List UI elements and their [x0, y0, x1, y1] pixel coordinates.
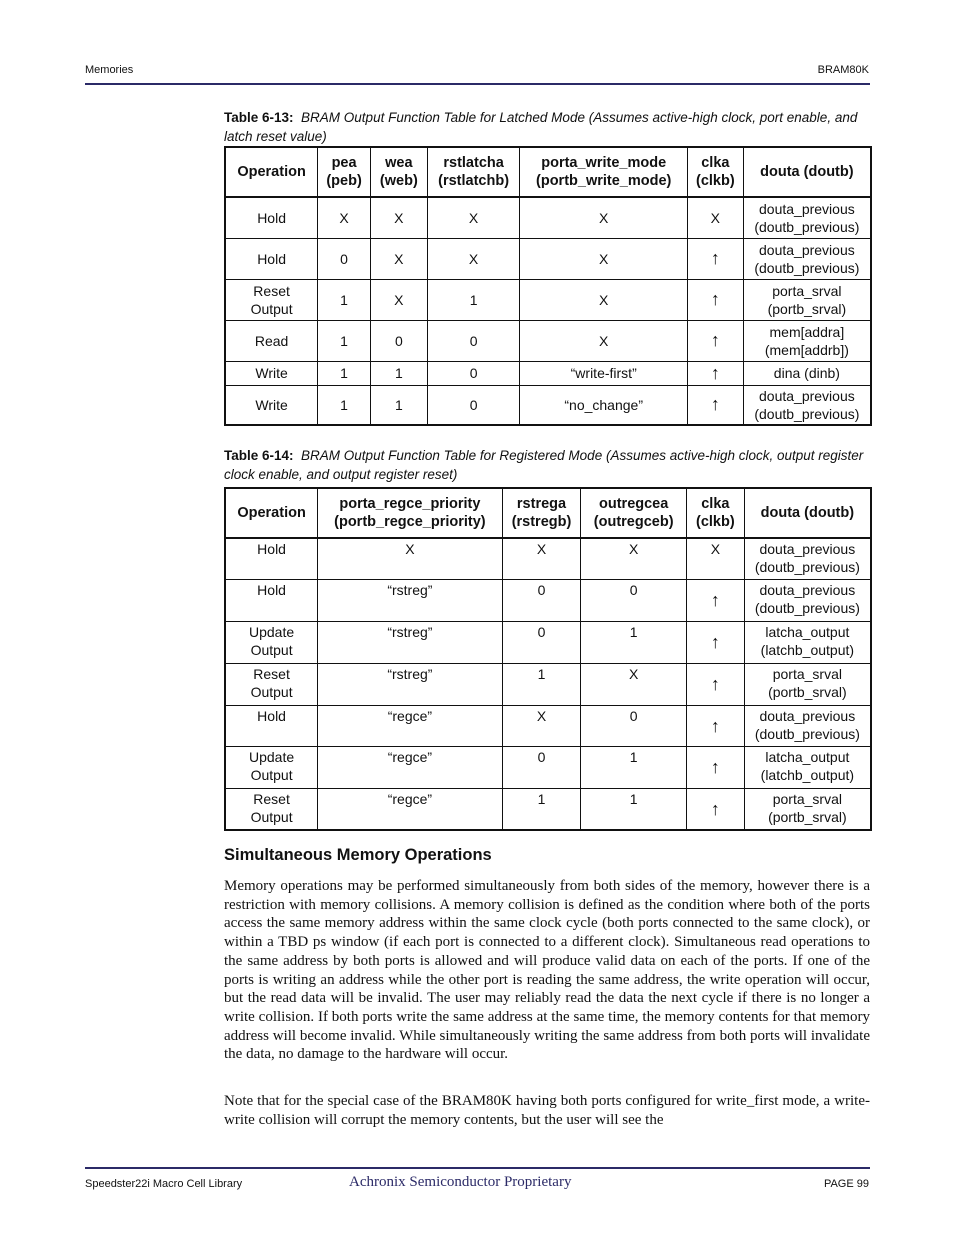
table-cell [686, 746, 744, 788]
cell-text: X [629, 665, 639, 682]
table-cell [225, 361, 318, 385]
cell-text: 0 [537, 581, 546, 598]
table-cell [225, 705, 318, 746]
column-header [225, 147, 318, 197]
column-header [687, 147, 743, 197]
cell-text: Operation [237, 505, 306, 521]
table-cell [370, 320, 427, 361]
table-cell [318, 663, 502, 705]
table-6-14-title: BRAM Output Function Table for Registered Mode (Assumes active-high clock, output register clock enable, and output register reset) [224, 448, 864, 482]
table-cell [744, 788, 871, 830]
cell-text: (peb) [326, 173, 362, 189]
table-cell [225, 663, 318, 705]
cell-text: douta_previous [759, 707, 856, 724]
header-doc-id: BRAM80K [817, 64, 869, 76]
cell-text: X [468, 250, 479, 267]
cell-text: (portb_srval) [768, 808, 847, 825]
cell-text: X [468, 209, 479, 226]
cell-text: porta_srval [772, 665, 842, 682]
table-cell [687, 279, 743, 320]
cell-text: “regce” [387, 748, 433, 765]
table-cell [581, 663, 687, 705]
cell-text: 1 [340, 396, 348, 413]
cell-text: (portb_srval) [767, 300, 847, 317]
cell-text: X [629, 541, 639, 557]
cell-text: 0 [537, 623, 546, 640]
cell-text: “rstreg” [387, 581, 433, 598]
table-cell [686, 705, 744, 746]
table-cell [427, 320, 520, 361]
footer-proprietary-notice: Achronix Semiconductor Proprietary [349, 1174, 572, 1190]
table-cell [370, 361, 427, 385]
cell-text: “no_change” [564, 396, 643, 413]
table-cell [686, 538, 744, 579]
table-6-13-title: BRAM Output Function Table for Latched Mode (Assumes active-high clock, port enable, and latch reset value) [224, 110, 858, 144]
cell-text: Update [249, 748, 295, 765]
table-6-13-number: Table 6-13: [224, 110, 294, 125]
table-row [225, 320, 871, 361]
column-header [520, 147, 688, 197]
cell-text: X [405, 541, 415, 557]
cell-text: (doutb_previous) [754, 259, 860, 276]
table-cell [225, 197, 318, 238]
cell-text: Write [255, 365, 288, 381]
cell-text: (web) [379, 173, 418, 189]
column-header [427, 147, 520, 197]
section-heading: Simultaneous Memory Operations [224, 846, 492, 864]
cell-text: Hold [257, 707, 286, 724]
cell-text: porta_srval [772, 790, 842, 807]
cell-text: “regce” [387, 790, 433, 807]
table-cell [318, 579, 502, 621]
rising-edge-arrow-icon: ↑ [710, 394, 720, 415]
table-cell [225, 621, 318, 663]
table-cell [318, 238, 371, 279]
cell-text: “rstreg” [387, 623, 433, 640]
table-cell [744, 621, 871, 663]
cell-text: “rstreg” [387, 665, 433, 682]
cell-text: “write-first” [570, 365, 637, 381]
body-paragraph-2: Note that for the special case of the BRAM80K having both ports configured for write_first mode, a write-write collision will corrupt the memory contents, but the user will see the [224, 1093, 870, 1128]
table-cell [318, 788, 502, 830]
table-cell [427, 385, 520, 425]
footer-rule [85, 1167, 870, 1169]
cell-text: clka [701, 496, 730, 512]
table-row [225, 361, 871, 385]
cell-text: X [599, 209, 609, 226]
table-cell [318, 320, 371, 361]
table-cell [502, 579, 581, 621]
cell-text: X [599, 250, 609, 267]
table-cell [502, 746, 581, 788]
cell-text: 1 [629, 790, 638, 807]
column-header [686, 488, 744, 538]
footer-page-number: PAGE 99 [823, 1178, 869, 1190]
table-row [225, 746, 871, 788]
table-cell [581, 538, 687, 579]
table-row [225, 705, 871, 746]
table-cell [318, 746, 502, 788]
rising-edge-arrow-icon: ↑ [710, 798, 720, 819]
column-header [743, 147, 871, 197]
table-cell [427, 197, 520, 238]
cell-text: 1 [629, 748, 638, 765]
table-cell [687, 197, 743, 238]
cell-text: Write [255, 396, 288, 413]
rising-edge-arrow-icon: ↑ [710, 674, 720, 694]
cell-text: Output [250, 808, 293, 825]
cell-text: Output [250, 766, 293, 783]
table-cell [502, 788, 581, 830]
table-6-14 [224, 487, 872, 831]
table-row [225, 621, 871, 663]
cell-text: (portb_regce_priority) [334, 514, 486, 530]
cell-text: latcha_output [765, 623, 850, 640]
cell-text: Output [250, 300, 293, 317]
cell-text: 1 [340, 332, 348, 349]
cell-text: X [394, 250, 404, 267]
cell-text: (clkb) [696, 173, 735, 189]
cell-text: Reset [253, 790, 290, 807]
table-cell [225, 746, 318, 788]
cell-text: clka [701, 155, 730, 171]
cell-text: Reset [253, 665, 290, 682]
table-cell [225, 788, 318, 830]
cell-text: mem[addra] [769, 323, 845, 340]
table-cell [225, 279, 318, 320]
cell-text: 1 [394, 396, 403, 413]
table-cell [743, 197, 871, 238]
cell-text: douta_previous [759, 387, 855, 404]
table-cell [318, 385, 371, 425]
table-cell [743, 279, 871, 320]
cell-text: porta_write_mode [541, 155, 667, 171]
rising-edge-arrow-icon: ↑ [710, 289, 720, 309]
cell-text: (clkb) [696, 514, 735, 530]
cell-text: (doutb_previous) [754, 218, 860, 235]
table-cell [686, 621, 744, 663]
cell-text: X [599, 332, 609, 349]
table-6-13-caption [224, 108, 864, 146]
table-cell [318, 197, 371, 238]
table-cell [744, 579, 871, 621]
cell-text: Update [249, 623, 295, 640]
cell-text: porta_regce_priority [339, 496, 481, 512]
column-header [502, 488, 581, 538]
table-6-14-body [225, 538, 871, 830]
table-cell [743, 320, 871, 361]
cell-text: wea [385, 155, 413, 171]
cell-text: douta_previous [759, 241, 855, 258]
cell-text: Hold [257, 209, 286, 226]
table-cell [744, 705, 871, 746]
cell-text: X [710, 541, 721, 557]
cell-text: X [599, 291, 609, 308]
table-cell [225, 320, 318, 361]
table-cell [520, 320, 688, 361]
cell-text: porta_srval [772, 282, 842, 299]
table-cell [520, 279, 688, 320]
table-row [225, 663, 871, 705]
cell-text: X [394, 209, 404, 226]
table-cell [581, 788, 687, 830]
rising-edge-arrow-icon: ↑ [710, 715, 720, 736]
column-header [581, 488, 687, 538]
column-header [744, 488, 871, 538]
table-cell [318, 705, 502, 746]
cell-text: X [394, 291, 404, 308]
table-cell [581, 705, 687, 746]
table-cell [502, 705, 581, 746]
cell-text: (mem[addrb]) [764, 341, 849, 358]
cell-text: 0 [340, 250, 348, 267]
table-cell [743, 238, 871, 279]
cell-text: outregcea [599, 496, 669, 512]
cell-text: X [536, 707, 547, 724]
cell-text: (latchb_output) [760, 766, 855, 783]
table-6-13 [224, 146, 872, 426]
cell-text: 0 [469, 332, 478, 349]
table-cell [687, 238, 743, 279]
table-row [225, 238, 871, 279]
cell-text: 1 [537, 790, 546, 807]
cell-text: 0 [469, 396, 478, 413]
cell-text: douta_previous [759, 200, 855, 217]
cell-text: rstrega [516, 496, 567, 512]
table-cell [744, 538, 871, 579]
table-cell [686, 579, 744, 621]
cell-text: Output [250, 641, 293, 658]
footer-library-name: Speedster22i Macro Cell Library [85, 1178, 243, 1190]
table-row [225, 788, 871, 830]
table-cell [581, 621, 687, 663]
table-6-14-number: Table 6-14: [224, 448, 294, 463]
rising-edge-arrow-icon: ↑ [710, 757, 720, 777]
cell-text: 1 [469, 291, 478, 308]
table-cell [686, 663, 744, 705]
table-cell [744, 663, 871, 705]
body-paragraph-1: Memory operations may be performed simultaneously from both sides of the memory, however there is a restriction with memory collisions. A memory collision is defined as the condition where both of the ports access the same memory address within the same clock cycle (both ports connected to the same clock), or within a TBD ps window (if each port is connected to a different clock). Simultaneous read operations to the same address by both ports is allowed and will produce valid data on each of the ports. If one of the ports is writing an address while the other port is reading the same address, the write operation will occur, but the read data will be invalid. The user may reliably read the data the next cycle if there is no longer a write collision. If both ports write the same address at the same time, the memory contents for that memory address will become invalid. While simultaneously writing the same address from both ports will invalidate the data, no damage to the hardware will occur. [224, 878, 870, 1063]
column-header [318, 488, 502, 538]
cell-text: (portb_srval) [768, 683, 847, 700]
table-cell [318, 279, 371, 320]
table-cell [520, 197, 688, 238]
cell-text: douta_previous [759, 541, 856, 557]
cell-text: pea [331, 155, 357, 171]
rising-edge-arrow-icon: ↑ [710, 248, 720, 268]
table-cell [427, 361, 520, 385]
table-cell [225, 238, 318, 279]
table-cell [687, 385, 743, 425]
cell-text: 1 [340, 291, 348, 308]
cell-text: (rstregb) [511, 514, 572, 530]
table-6-14-caption [224, 446, 864, 484]
cell-text: (doutb_previous) [754, 405, 860, 422]
table-cell [225, 385, 318, 425]
cell-text: Read [254, 332, 289, 349]
cell-text: Hold [257, 250, 286, 267]
cell-text: (rstlatchb) [438, 173, 510, 189]
cell-text: douta (doutb) [760, 164, 854, 180]
table-cell [318, 621, 502, 663]
table-cell [687, 320, 743, 361]
table-6-14-header-row [225, 488, 871, 538]
cell-text: (latchb_output) [760, 641, 855, 658]
header-rule [85, 83, 870, 85]
table-cell [520, 238, 688, 279]
header-section-title: Memories [85, 64, 134, 76]
table-6-13-header-row [225, 147, 871, 197]
cell-text: Operation [237, 164, 306, 180]
cell-text: 0 [537, 748, 546, 765]
table-cell [744, 746, 871, 788]
table-cell [502, 538, 581, 579]
table-cell [502, 663, 581, 705]
cell-text: rstlatcha [443, 155, 504, 171]
table-cell [427, 238, 520, 279]
table-cell [502, 621, 581, 663]
rising-edge-arrow-icon: ↑ [710, 632, 720, 652]
cell-text: (portb_write_mode) [536, 173, 672, 189]
table-cell [581, 746, 687, 788]
rising-edge-arrow-icon: ↑ [710, 362, 720, 383]
table-cell [225, 538, 318, 579]
cell-text: Hold [257, 581, 286, 598]
cell-text: Hold [257, 541, 286, 557]
cell-text: 0 [394, 332, 403, 349]
table-cell [427, 279, 520, 320]
table-cell [318, 538, 502, 579]
cell-text: latcha_output [765, 748, 850, 765]
cell-text: 0 [629, 581, 638, 598]
table-cell [520, 361, 688, 385]
table-cell [743, 361, 871, 385]
cell-text: 1 [537, 665, 546, 682]
cell-text: (doutb_previous) [754, 725, 860, 742]
cell-text: dina (dinb) [773, 365, 840, 381]
cell-text: 0 [629, 707, 638, 724]
cell-text: (doutb_previous) [754, 559, 860, 575]
column-header [318, 147, 371, 197]
table-6-13-body [225, 197, 871, 425]
table-cell [520, 385, 688, 425]
table-cell [370, 385, 427, 425]
cell-text: 0 [469, 365, 478, 381]
cell-text: X [536, 541, 547, 557]
table-cell [318, 361, 371, 385]
table-row [225, 279, 871, 320]
table-cell [687, 361, 743, 385]
cell-text: douta (doutb) [760, 505, 855, 521]
rising-edge-arrow-icon: ↑ [710, 330, 720, 350]
column-header [370, 147, 427, 197]
table-row [225, 579, 871, 621]
table-cell [225, 579, 318, 621]
table-row [225, 385, 871, 425]
cell-text: 1 [394, 365, 403, 381]
cell-text: “regce” [387, 707, 433, 724]
table-cell [370, 197, 427, 238]
cell-text: Output [250, 683, 293, 700]
cell-text: (doutb_previous) [754, 599, 860, 616]
table-cell [581, 579, 687, 621]
cell-text: 1 [340, 365, 348, 381]
table-cell [370, 279, 427, 320]
rising-edge-arrow-icon: ↑ [710, 590, 720, 610]
cell-text: Reset [253, 282, 290, 299]
cell-text: 1 [629, 623, 638, 640]
cell-text: douta_previous [759, 581, 856, 598]
cell-text: X [710, 209, 721, 226]
table-row [225, 197, 871, 238]
cell-text: X [339, 209, 349, 226]
table-cell [370, 238, 427, 279]
table-row [225, 538, 871, 579]
column-header [225, 488, 318, 538]
table-cell [686, 788, 744, 830]
table-cell [743, 385, 871, 425]
cell-text: (outregceb) [593, 514, 674, 530]
